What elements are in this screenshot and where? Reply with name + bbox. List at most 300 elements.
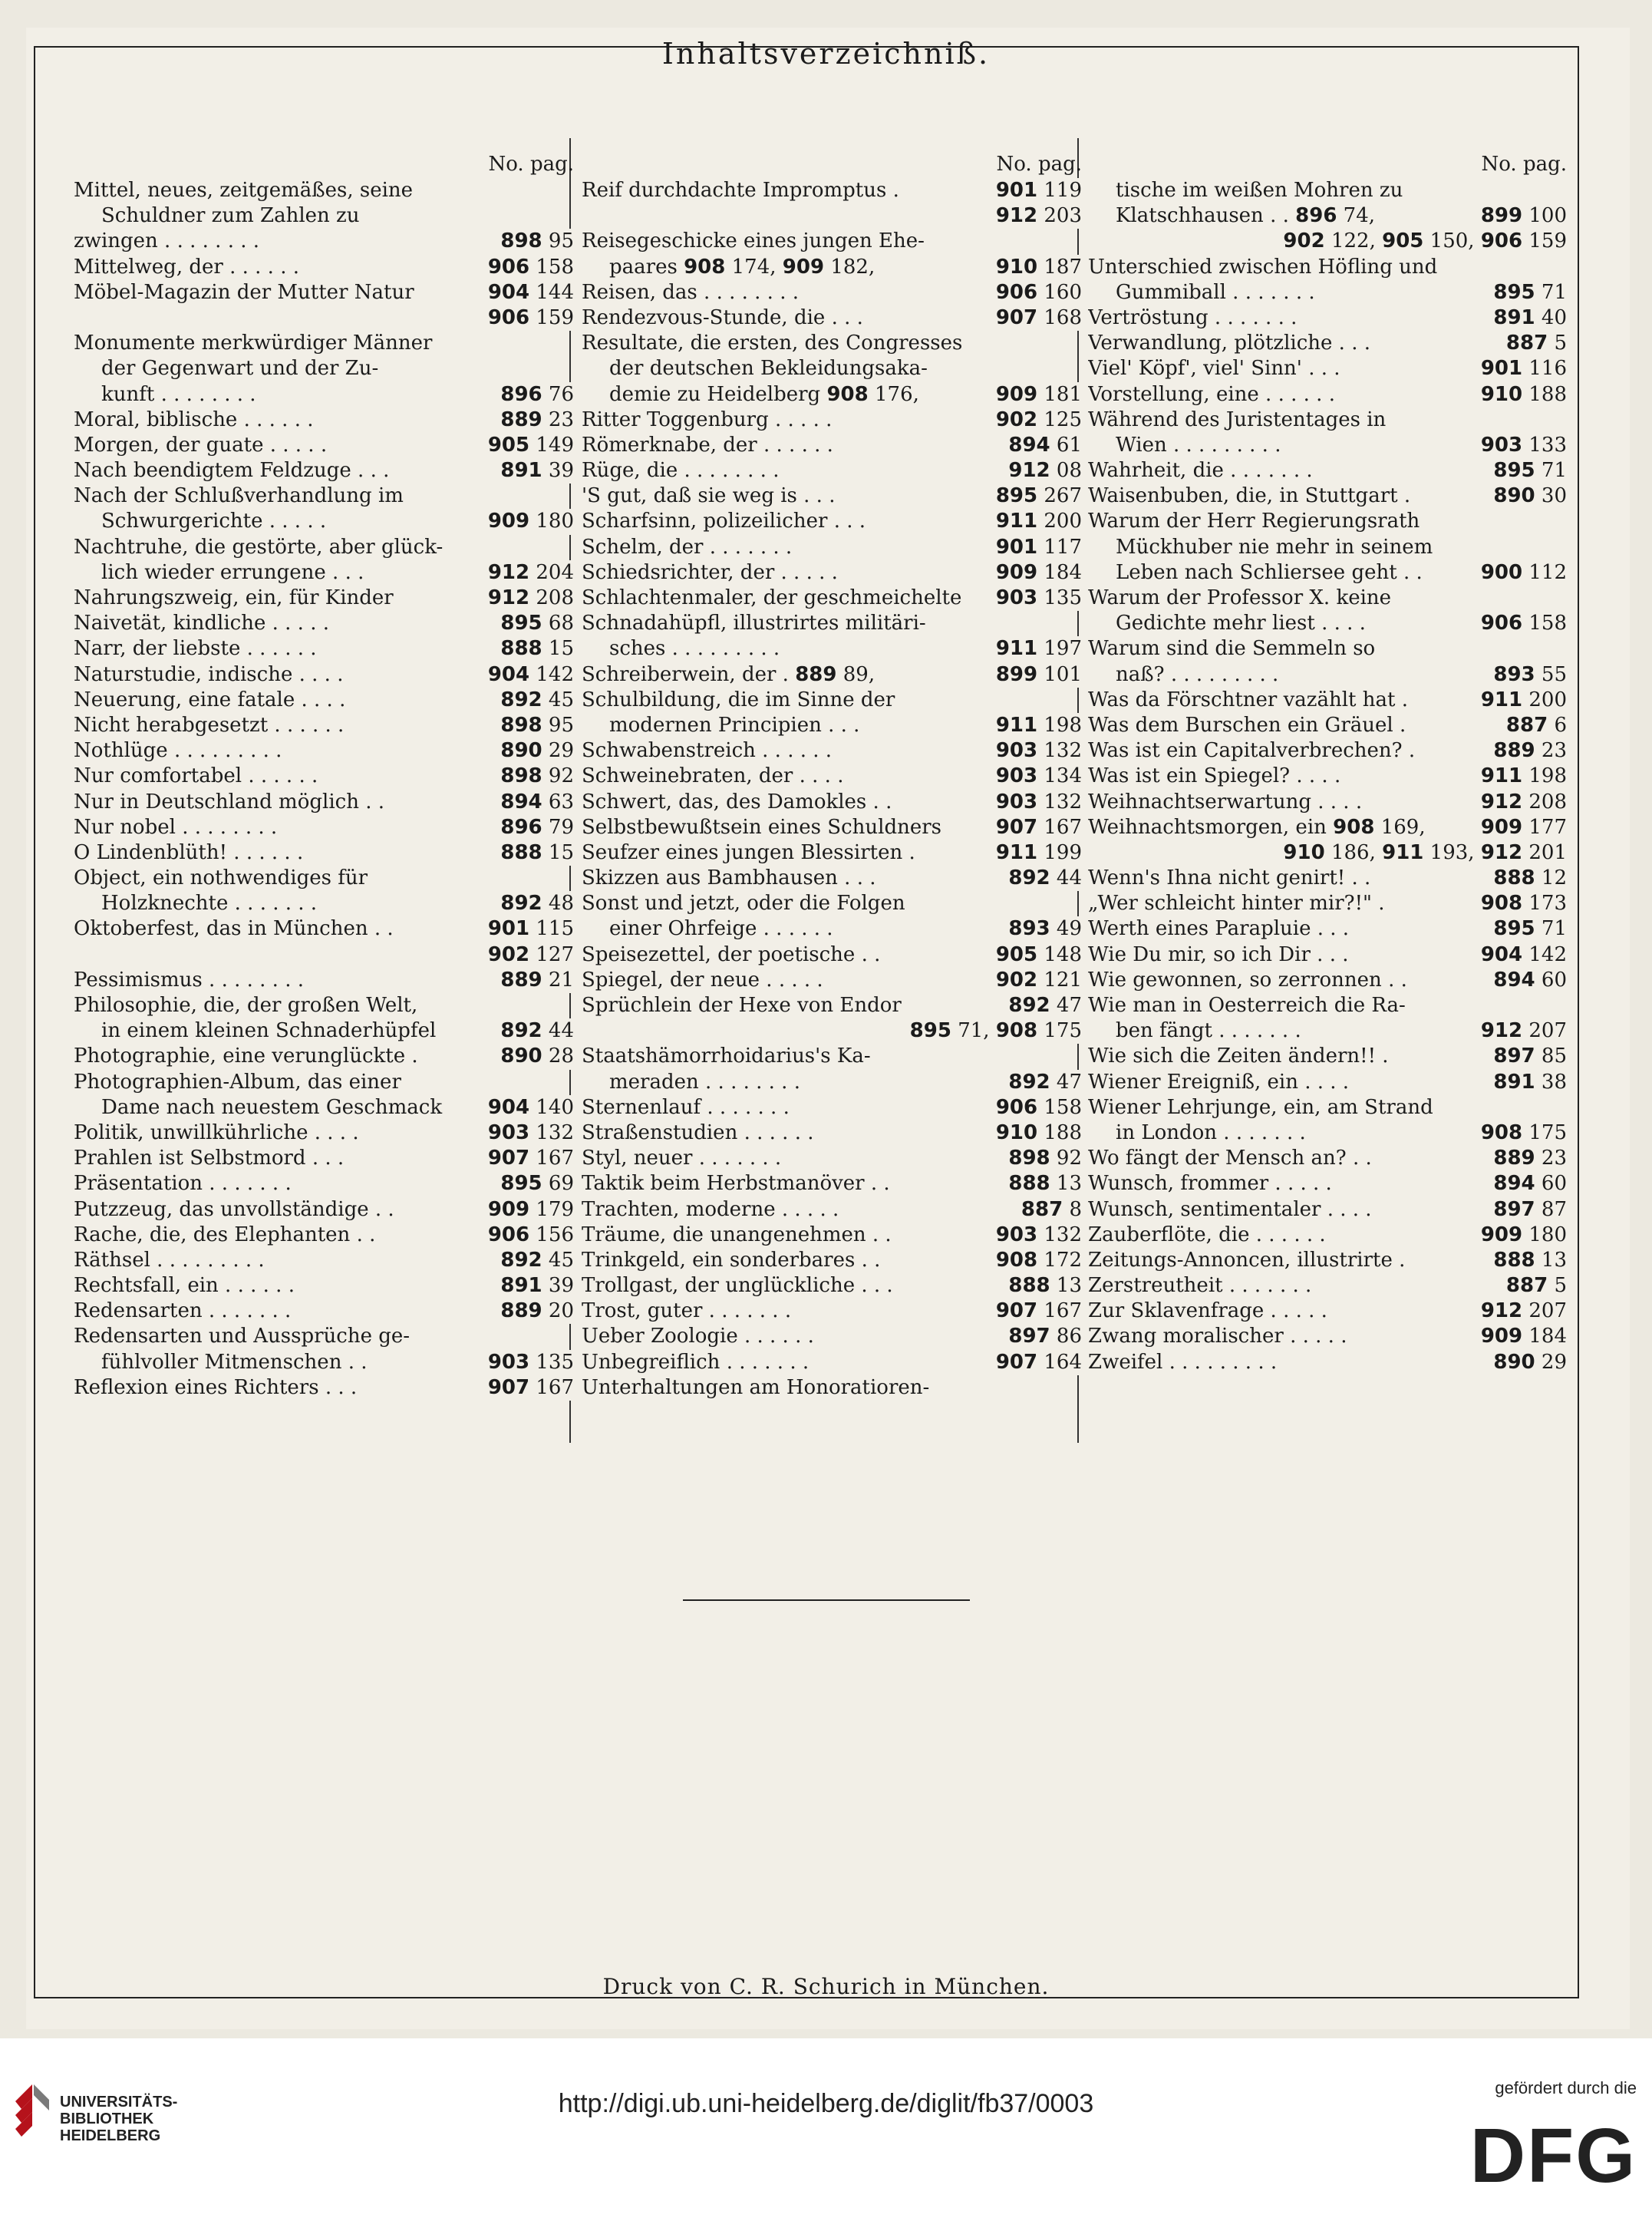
entry-reference: 904 144	[483, 280, 574, 305]
entry-reference: 907 167	[483, 1146, 574, 1171]
index-entry	[1088, 1146, 1573, 1171]
entry-title: Zerstreutheit . . . . . . .	[1088, 1274, 1312, 1298]
index-entry	[582, 1095, 1088, 1120]
index-entry	[74, 483, 580, 509]
entry-title: Weihnachtserwartung . . . .	[1088, 790, 1363, 814]
index-entry	[1088, 636, 1573, 662]
index-entry	[582, 815, 1088, 840]
entry-title: Mittel, neues, zeitgemäßes, seine	[74, 179, 414, 202]
index-entry	[74, 229, 580, 254]
entry-title: Schulbildung, die im Sinne der	[582, 688, 895, 711]
entry-title: Monumente merkwürdiger Männer	[74, 332, 433, 355]
entry-title: Naturstudie, indische . . . .	[74, 662, 344, 686]
index-entry	[1088, 509, 1573, 534]
index-entry	[1088, 1120, 1573, 1146]
entry-reference: 904 142	[1476, 942, 1567, 968]
entry-title: paares 908 174, 909 182,	[609, 255, 875, 279]
entry-title: Gedichte mehr liest . . . .	[1116, 612, 1366, 635]
entry-title: Römerknabe, der . . . . . .	[582, 433, 833, 457]
entry-reference: 895 71	[1489, 458, 1567, 483]
index-entry	[582, 356, 1088, 381]
entry-reference: 909 184	[991, 560, 1082, 586]
index-entry	[74, 1197, 580, 1223]
index-entry	[74, 968, 580, 993]
entry-reference: 901 117	[991, 535, 1082, 560]
entry-title: Reflexion eines Richters . . .	[74, 1375, 358, 1399]
entry-reference: 893 55	[1489, 662, 1567, 688]
entry-reference: 909 180	[483, 509, 574, 534]
entry-reference: 895 69	[496, 1171, 574, 1196]
index-entry	[582, 993, 1088, 1018]
index-entry	[74, 662, 580, 688]
index-entry	[582, 1018, 1088, 1044]
index-entry	[582, 738, 1088, 764]
entry-title: der Gegenwart und der Zu-	[101, 357, 379, 381]
entry-reference: 889 23	[496, 408, 574, 433]
index-entry	[1088, 535, 1573, 560]
entry-reference: 892 45	[496, 1248, 574, 1273]
index-entry	[1088, 586, 1573, 611]
index-entry	[74, 1350, 580, 1375]
entry-title: Nahrungszweig, ein, für Kinder	[74, 586, 394, 609]
index-entry	[1088, 1223, 1573, 1248]
entry-reference: 902 121	[991, 968, 1082, 993]
entry-reference: 895 267	[991, 483, 1082, 509]
entry-reference: 903 132	[991, 1223, 1082, 1248]
entry-reference: 897 86	[1004, 1324, 1082, 1349]
index-entry	[582, 280, 1088, 305]
index-entry	[582, 586, 1088, 611]
entry-title: Träume, die unangenehmen . .	[582, 1223, 892, 1246]
entry-reference: 912 203	[991, 203, 1082, 229]
entry-reference: 903 132	[483, 1120, 574, 1146]
entry-title: zwingen . . . . . . . .	[74, 229, 260, 253]
index-entry	[74, 1044, 580, 1069]
entry-reference: 889 20	[496, 1299, 574, 1324]
entry-reference: 898 95	[496, 713, 574, 738]
entry-title: Rache, die, des Elephanten . .	[74, 1223, 376, 1246]
printer-imprint: Druck von C. R. Schurich in München.	[602, 1974, 1050, 1999]
index-entry	[582, 1324, 1088, 1349]
entry-title: Wahrheit, die . . . . . . .	[1088, 459, 1313, 483]
index-entry	[582, 636, 1088, 662]
entry-title: Schnadahüpfl, illustrirtes militäri-	[582, 612, 926, 635]
index-entry	[582, 764, 1088, 789]
index-entry	[74, 203, 580, 229]
entry-title: Neuerung, eine fatale . . . .	[74, 688, 346, 711]
entry-title: Wo fängt der Mensch an? . .	[1088, 1147, 1372, 1170]
page-title: Inhaltsverzeichniß.	[661, 37, 991, 71]
entry-reference: 906 160	[991, 280, 1082, 305]
entry-title: Nachtruhe, die gestörte, aber glück-	[74, 535, 444, 559]
entry-title: der deutschen Bekleidungsaka-	[609, 357, 928, 381]
entry-title: Nur comfortabel . . . . . .	[74, 764, 318, 788]
entry-reference: 903 132	[991, 790, 1082, 815]
entry-title: Trost, guter . . . . . . .	[582, 1299, 792, 1323]
index-entry	[74, 331, 580, 356]
entry-title: Holzknechte . . . . . . .	[101, 892, 318, 916]
entry-reference: 909 181	[991, 382, 1082, 408]
entry-title: Nur in Deutschland möglich . .	[74, 790, 385, 814]
entry-reference: 907 167	[483, 1375, 574, 1401]
entry-title: Schweinebraten, der . . . .	[582, 764, 844, 788]
entry-reference: 902 127	[483, 942, 574, 968]
index-entry	[1088, 560, 1573, 586]
index-entry	[74, 790, 580, 815]
index-entry	[582, 688, 1088, 713]
entry-title: Trollgast, der unglückliche . . .	[582, 1274, 893, 1298]
index-entry	[74, 891, 580, 916]
entry-reference: 887 8	[1017, 1197, 1082, 1223]
column-header: No. pag.	[996, 153, 1082, 176]
entry-reference: 907 164	[991, 1350, 1082, 1375]
entry-title: einer Ohrfeige . . . . . .	[609, 917, 833, 941]
index-entry	[1088, 840, 1573, 866]
entry-reference: 893 49	[1004, 916, 1082, 942]
index-entry	[582, 968, 1088, 993]
entry-reference: 892 45	[496, 688, 574, 713]
entry-reference: 894 60	[1489, 1171, 1567, 1196]
entry-title: Taktik beim Herbstmanöver . .	[582, 1172, 890, 1196]
index-entry	[1088, 866, 1573, 891]
entry-reference: 912 208	[483, 586, 574, 611]
entry-reference: 898 92	[496, 764, 574, 789]
index-entry	[582, 1146, 1088, 1171]
index-entry	[74, 738, 580, 764]
entry-reference: 908 175	[1476, 1120, 1567, 1146]
index-entry	[582, 483, 1088, 509]
entry-title: Morgen, der guate . . . . .	[74, 433, 328, 457]
index-entry	[1088, 382, 1573, 408]
entry-title: meraden . . . . . . . .	[609, 1070, 800, 1094]
column-header: No. pag.	[488, 153, 574, 176]
entry-reference: 888 13	[1004, 1273, 1082, 1299]
entry-title: Spiegel, der neue . . . . .	[582, 968, 823, 992]
entry-reference: 907 167	[991, 815, 1082, 840]
entry-title: Räthsel . . . . . . . . .	[74, 1248, 265, 1272]
entry-title: Reisen, das . . . . . . . .	[582, 280, 800, 304]
entry-title: in London . . . . . . .	[1116, 1120, 1306, 1144]
entry-title: Viel' Köpf', viel' Sinn' . . .	[1088, 357, 1340, 381]
entry-title: fühlvoller Mitmenschen . .	[101, 1350, 368, 1374]
index-entry	[582, 178, 1088, 203]
entry-title: Unterhaltungen am Honoratioren-	[582, 1375, 930, 1399]
entry-title: Wie sich die Zeiten ändern!! .	[1088, 1045, 1389, 1068]
index-entry	[1088, 178, 1573, 203]
entry-title: sches . . . . . . . . .	[609, 637, 780, 661]
entry-reference: 887 5	[1502, 1273, 1567, 1299]
index-entry	[582, 1171, 1088, 1196]
library-name-line: UNIVERSITÄTS-	[60, 2094, 178, 2111]
index-entry	[74, 815, 580, 840]
entry-title: Styl, neuer . . . . . . .	[582, 1147, 782, 1170]
index-entry	[1088, 1299, 1573, 1324]
entry-reference: 890 29	[1489, 1350, 1567, 1375]
entry-reference: 910 186, 911 193, 912 201	[1278, 840, 1567, 866]
entry-title: Schwert, das, des Damokles . .	[582, 790, 892, 814]
entry-title: Zur Sklavenfrage . . . . .	[1088, 1299, 1327, 1323]
entry-title: Unbegreiflich . . . . . . .	[582, 1350, 810, 1374]
entry-reference: 889 21	[496, 968, 574, 993]
entry-title: kunft . . . . . . . .	[101, 382, 256, 406]
index-entry	[582, 611, 1088, 636]
entry-title: Reisegeschicke eines jungen Ehe-	[582, 229, 925, 253]
index-entry	[74, 611, 580, 636]
index-entry	[1088, 764, 1573, 789]
entry-title: Photographie, eine verunglückte .	[74, 1045, 418, 1068]
index-entry	[74, 1095, 580, 1120]
entry-reference: 888 13	[1489, 1248, 1567, 1273]
index-entry	[1088, 1070, 1573, 1095]
entry-title: Speisezettel, der poetische . .	[582, 942, 881, 966]
entry-title: Wiener Lehrjunge, ein, am Strand	[1088, 1095, 1433, 1119]
index-entry	[1088, 1171, 1573, 1196]
entry-title: Ritter Toggenburg . . . . .	[582, 408, 833, 431]
entry-reference: 912 08	[1004, 458, 1082, 483]
entry-reference: 903 135	[991, 586, 1082, 611]
entry-reference: 911 200	[991, 509, 1082, 534]
entry-reference: 906 158	[991, 1095, 1082, 1120]
entry-title: Skizzen aus Bambhausen . . .	[582, 866, 876, 890]
index-entry	[74, 866, 580, 891]
entry-reference: 898 92	[1004, 1146, 1082, 1171]
entry-reference: 892 47	[1004, 1070, 1082, 1095]
index-entry	[74, 993, 580, 1018]
index-entry	[74, 840, 580, 866]
entry-title: Warum der Professor X. keine	[1088, 586, 1392, 609]
funding-note: gefördert durch die	[1495, 2078, 1637, 2097]
entry-reference: 909 184	[1476, 1324, 1567, 1349]
index-entry	[582, 1375, 1088, 1401]
entry-reference: 902 122, 905 150, 906 159	[1278, 229, 1567, 254]
entry-title: Photographien-Album, das einer	[74, 1070, 401, 1094]
entry-title: Politik, unwillkührliche . . . .	[74, 1120, 359, 1144]
index-entry	[582, 229, 1088, 254]
entry-title: Selbstbewußtsein eines Schuldners	[582, 815, 942, 839]
entry-reference: 912 204	[483, 560, 574, 586]
entry-reference: 909 177	[1476, 815, 1567, 840]
index-entry	[74, 560, 580, 586]
entry-title: Vorstellung, eine . . . . . .	[1088, 382, 1335, 406]
entry-title: Ueber Zoologie . . . . . .	[582, 1325, 814, 1348]
index-entry	[582, 662, 1088, 688]
index-entry	[582, 331, 1088, 356]
index-entry	[582, 942, 1088, 968]
index-entry	[582, 560, 1088, 586]
entry-title: Putzzeug, das unvollständige . .	[74, 1197, 394, 1221]
entry-title: Warum sind die Semmeln so	[1088, 637, 1376, 661]
entry-reference: 894 63	[496, 790, 574, 815]
entry-reference: 908 173	[1476, 891, 1567, 916]
index-entry	[1088, 993, 1573, 1018]
entry-reference: 911 200	[1476, 688, 1567, 713]
entry-title: Object, ein nothwendiges für	[74, 866, 368, 890]
entry-reference: 894 60	[1489, 968, 1567, 993]
entry-reference: 890 30	[1489, 483, 1567, 509]
index-entry	[582, 840, 1088, 866]
index-entry	[1088, 280, 1573, 305]
entry-reference: 910 188	[991, 1120, 1082, 1146]
permalink-url[interactable]: http://digi.ub.uni-heidelberg.de/diglit/fb37/0003	[558, 2089, 1094, 2118]
entry-reference: 905 149	[483, 433, 574, 458]
entry-title: Mückhuber nie mehr in seinem	[1116, 535, 1433, 559]
index-entry	[1088, 1248, 1573, 1273]
entry-reference: 911 199	[991, 840, 1082, 866]
index-entry	[582, 203, 1088, 229]
index-entry	[582, 891, 1088, 916]
entry-title: Narr, der liebste . . . . . .	[74, 637, 317, 661]
index-entry	[1088, 968, 1573, 993]
index-entry	[1088, 790, 1573, 815]
entry-title: Nach der Schlußverhandlung im	[74, 484, 404, 508]
entry-reference: 912 207	[1476, 1018, 1567, 1044]
entry-title: Scharfsinn, polizeilicher . . .	[582, 510, 866, 533]
index-entry	[582, 382, 1088, 408]
index-entry	[1088, 458, 1573, 483]
index-entry	[582, 1044, 1088, 1069]
entry-reference: 903 135	[483, 1350, 574, 1375]
index-entry	[74, 1171, 580, 1196]
index-entry	[1088, 229, 1573, 254]
index-entry	[74, 916, 580, 942]
entry-reference: 889 23	[1489, 738, 1567, 764]
entry-title: Präsentation . . . . . . .	[74, 1172, 292, 1196]
entry-reference: 892 47	[1004, 993, 1082, 1018]
entry-title: Rechtsfall, ein . . . . . .	[74, 1274, 295, 1298]
index-entry	[74, 280, 580, 305]
entry-title: Schuldner zum Zahlen zu	[101, 204, 360, 228]
entry-reference: 910 188	[1476, 382, 1567, 408]
index-entry	[1088, 1324, 1573, 1349]
entry-reference: 891 39	[496, 458, 574, 483]
index-entry	[582, 408, 1088, 433]
entry-reference: 890 29	[496, 738, 574, 764]
library-name-line: BIBLIOTHEK	[60, 2111, 154, 2127]
entry-title: Redensarten . . . . . . .	[74, 1299, 292, 1323]
entry-reference: 907 168	[991, 305, 1082, 331]
index-entry	[582, 1248, 1088, 1273]
index-entry	[74, 942, 580, 968]
entry-reference: 911 197	[991, 636, 1082, 662]
entry-reference: 898 95	[496, 229, 574, 254]
entry-reference: 896 76	[496, 382, 574, 408]
viewer-footer	[0, 2038, 1652, 2231]
index-entry	[1088, 738, 1573, 764]
library-name-line: HEIDELBERG	[60, 2127, 161, 2144]
entry-title: Dame nach neuestem Geschmack	[101, 1095, 443, 1119]
index-entry	[582, 433, 1088, 458]
index-entry	[74, 636, 580, 662]
entry-title: Straßenstudien . . . . . .	[582, 1120, 814, 1144]
entry-title: Schwabenstreich . . . . . .	[582, 739, 833, 763]
index-entry	[582, 1223, 1088, 1248]
entry-reference: 894 61	[1004, 433, 1082, 458]
entry-title: ben fängt . . . . . . .	[1116, 1019, 1301, 1043]
entry-reference: 892 44	[496, 1018, 574, 1044]
entry-reference: 906 156	[483, 1223, 574, 1248]
entry-title: Seufzer eines jungen Blessirten .	[582, 840, 915, 864]
index-column-3	[1088, 150, 1573, 1375]
index-entry	[582, 255, 1088, 280]
entry-title: Schlachtenmaler, der geschmeichelte	[582, 586, 962, 609]
entry-title: Werth eines Parapluie . . .	[1088, 917, 1350, 941]
entry-title: Vertröstung . . . . . . .	[1088, 305, 1298, 329]
entry-title: Resultate, die ersten, des Congresses	[582, 332, 963, 355]
entry-reference: 909 180	[1476, 1223, 1567, 1248]
index-entry	[1088, 433, 1573, 458]
index-entry	[582, 916, 1088, 942]
entry-reference: 911 198	[991, 713, 1082, 738]
entry-title: Schreiberwein, der . 889 89,	[582, 662, 875, 686]
entry-title: Was dem Burschen ein Gräuel .	[1088, 713, 1406, 737]
entry-title: Wien . . . . . . . . .	[1116, 433, 1281, 457]
column-header: No. pag.	[1481, 153, 1567, 176]
entry-title: 'S gut, daß sie weg is . . .	[582, 484, 836, 508]
entry-reference: 888 13	[1004, 1171, 1082, 1196]
entry-reference: 887 6	[1502, 713, 1567, 738]
entry-title: Oktoberfest, das in München . .	[74, 917, 394, 941]
closing-rule	[683, 1599, 970, 1601]
entry-reference: 901 119	[991, 178, 1082, 203]
index-entry	[582, 1120, 1088, 1146]
entry-reference: 890 28	[496, 1044, 574, 1069]
entry-reference: 910 187	[991, 255, 1082, 280]
index-entry	[1088, 1095, 1573, 1120]
index-entry	[74, 1299, 580, 1324]
index-entry	[582, 713, 1088, 738]
entry-reference: 903 132	[991, 738, 1082, 764]
index-entry	[1088, 891, 1573, 916]
entry-reference: 908 172	[991, 1248, 1082, 1273]
dfg-logo[interactable]: DFG	[1469, 2113, 1637, 2199]
index-entry	[74, 1146, 580, 1171]
entry-title: Pessimismus . . . . . . . .	[74, 968, 305, 992]
index-entry	[1088, 356, 1573, 381]
entry-title: Rüge, die . . . . . . . .	[582, 459, 780, 483]
index-entry	[74, 433, 580, 458]
entry-title: O Lindenblüth! . . . . . .	[74, 840, 304, 864]
entry-title: Klatschhausen . . 896 74,	[1116, 204, 1376, 228]
entry-reference: 895 71, 908 175	[905, 1018, 1082, 1044]
entry-title: Unterschied zwischen Höfling und	[1088, 255, 1438, 279]
entry-reference: 899 101	[991, 662, 1082, 688]
entry-reference: 895 71	[1489, 916, 1567, 942]
index-entry	[1088, 942, 1573, 968]
entry-title: Nicht herabgesetzt . . . . . .	[74, 713, 345, 737]
index-entry	[1088, 408, 1573, 433]
index-entry	[582, 1070, 1088, 1095]
index-entry	[1088, 255, 1573, 280]
entry-title: modernen Principien . . .	[609, 713, 860, 737]
entry-title: Schwurgerichte . . . . .	[101, 510, 327, 533]
entry-reference: 897 85	[1489, 1044, 1567, 1069]
index-entry	[74, 178, 580, 203]
entry-title: Weihnachtsmorgen, ein 908 169,	[1088, 815, 1426, 839]
entry-title: Moral, biblische . . . . . .	[74, 408, 314, 431]
entry-title: Zwang moralischer . . . . .	[1088, 1325, 1347, 1348]
entry-title: tische im weißen Mohren zu	[1116, 179, 1403, 202]
index-entry	[582, 790, 1088, 815]
index-entry	[74, 382, 580, 408]
index-entry	[1088, 611, 1573, 636]
entry-title: Gummiball . . . . . . .	[1116, 280, 1315, 304]
entry-title: Wie gewonnen, so zerronnen . .	[1088, 968, 1407, 992]
index-entry	[582, 1273, 1088, 1299]
entry-title: demie zu Heidelberg 908 176,	[609, 382, 919, 406]
index-entry	[74, 1018, 580, 1044]
entry-reference: 906 159	[483, 305, 574, 331]
entry-title: Philosophie, die, der großen Welt,	[74, 994, 418, 1017]
